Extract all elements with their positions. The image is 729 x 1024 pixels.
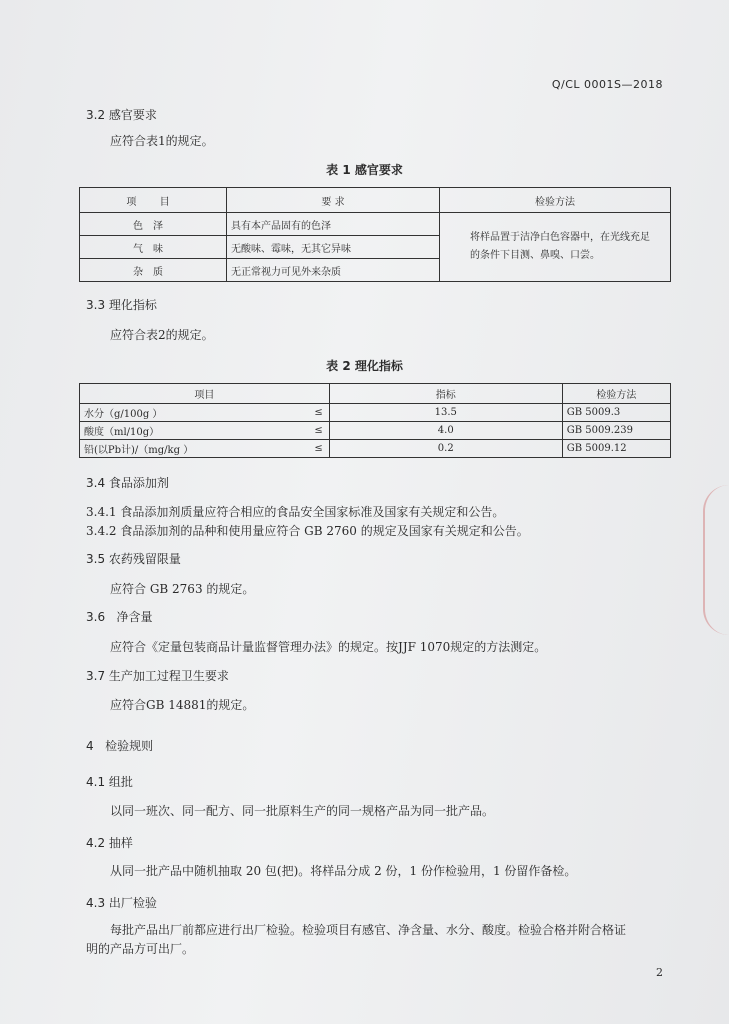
section-3-2-heading: 3.2 感官要求 [86, 108, 157, 122]
table-1-method: 将样品置于洁净白色容器中，在光线充足的条件下目测、鼻嗅、口尝。 [440, 213, 671, 282]
table-1-caption: 表 1 感官要求 [326, 163, 403, 177]
table-1-item: 气味 [80, 236, 227, 259]
table-2-method: GB 5009.239 [562, 422, 670, 440]
table-1-header-requirement: 要 求 [227, 188, 440, 213]
table-2-item: 水分（g/100g ） [80, 404, 279, 422]
red-seal-stamp [703, 485, 729, 635]
section-4-3-text-line1: 每批产品出厂前都应进行出厂检验。检验项目有感官、净含量、水分、酸度。检验合格并附合格证 [110, 923, 627, 937]
table-1-requirement: 无酸味、霉味，无其它异味 [227, 236, 440, 259]
table-2-item: 铅(以Pb计)/（mg/kg ） [80, 440, 279, 458]
table-2-method: GB 5009.12 [562, 440, 670, 458]
table-1-header-item: 项 目 [80, 188, 227, 213]
section-3-6-text: 应符合《定量包装商品计量监督管理办法》的规定。按JJF 1070规定的方法测定。 [110, 640, 547, 654]
table-2-value: 0.2 [329, 440, 562, 458]
table-1-requirement: 无正常视力可见外来杂质 [227, 259, 440, 282]
table-2-item: 酸度（ml/10g） [80, 422, 279, 440]
table-2-header-indicator: 指标 [329, 384, 562, 404]
section-3-7-heading: 3.7 生产加工过程卫生要求 [86, 669, 229, 683]
table-1-requirement: 具有本产品固有的色泽 [227, 213, 440, 236]
section-3-3-text: 应符合表2的规定。 [110, 328, 214, 342]
table-1-sensory [79, 187, 671, 282]
section-3-7-text: 应符合GB 14881的规定。 [110, 698, 255, 712]
table-1-item: 杂质 [80, 259, 227, 282]
table-2-operator: ≤ [279, 404, 330, 422]
table-1-item: 色泽 [80, 213, 227, 236]
section-3-5-heading: 3.5 农药残留限量 [86, 552, 181, 566]
section-4-heading: 4 检验规则 [86, 739, 154, 753]
table-2-header-item: 项目 [80, 384, 330, 404]
table-2-physicochemical [79, 383, 671, 458]
standard-number: Q/CL 0001S—2018 [551, 78, 663, 91]
section-3-6-heading: 3.6 净含量 [86, 610, 153, 624]
page-number: 2 [656, 966, 663, 979]
table-2-header-method: 检验方法 [562, 384, 670, 404]
section-4-2-text: 从同一批产品中随机抽取 20 包(把)。将样品分成 2 份，1 份作检验用，1 份留作备检。 [110, 864, 577, 878]
section-4-3-heading: 4.3 出厂检验 [86, 896, 157, 910]
section-4-1-text: 以同一班次、同一配方、同一批原料生产的同一规格产品为同一批产品。 [110, 804, 495, 818]
section-3-4-2-text: 3.4.2 食品添加剂的品种和使用量应符合 GB 2760 的规定及国家有关规定和公告。 [86, 524, 529, 538]
table-2-method: GB 5009.3 [562, 404, 670, 422]
section-3-2-text: 应符合表1的规定。 [110, 134, 214, 148]
table-2-value: 4.0 [329, 422, 562, 440]
table-2-operator: ≤ [279, 422, 330, 440]
section-3-4-heading: 3.4 食品添加剂 [86, 476, 169, 490]
table-2-caption: 表 2 理化指标 [326, 359, 403, 373]
section-3-4-1-text: 3.4.1 食品添加剂质量应符合相应的食品安全国家标准及国家有关规定和公告。 [86, 505, 505, 519]
table-2-value: 13.5 [329, 404, 562, 422]
section-4-2-heading: 4.2 抽样 [86, 836, 133, 850]
section-3-5-text: 应符合 GB 2763 的规定。 [110, 582, 255, 596]
section-4-3-text-line2: 明的产品方可出厂。 [86, 942, 195, 956]
section-3-3-heading: 3.3 理化指标 [86, 298, 157, 312]
section-4-1-heading: 4.1 组批 [86, 775, 133, 789]
table-1-header-method: 检验方法 [440, 188, 671, 213]
table-2-operator: ≤ [279, 440, 330, 458]
